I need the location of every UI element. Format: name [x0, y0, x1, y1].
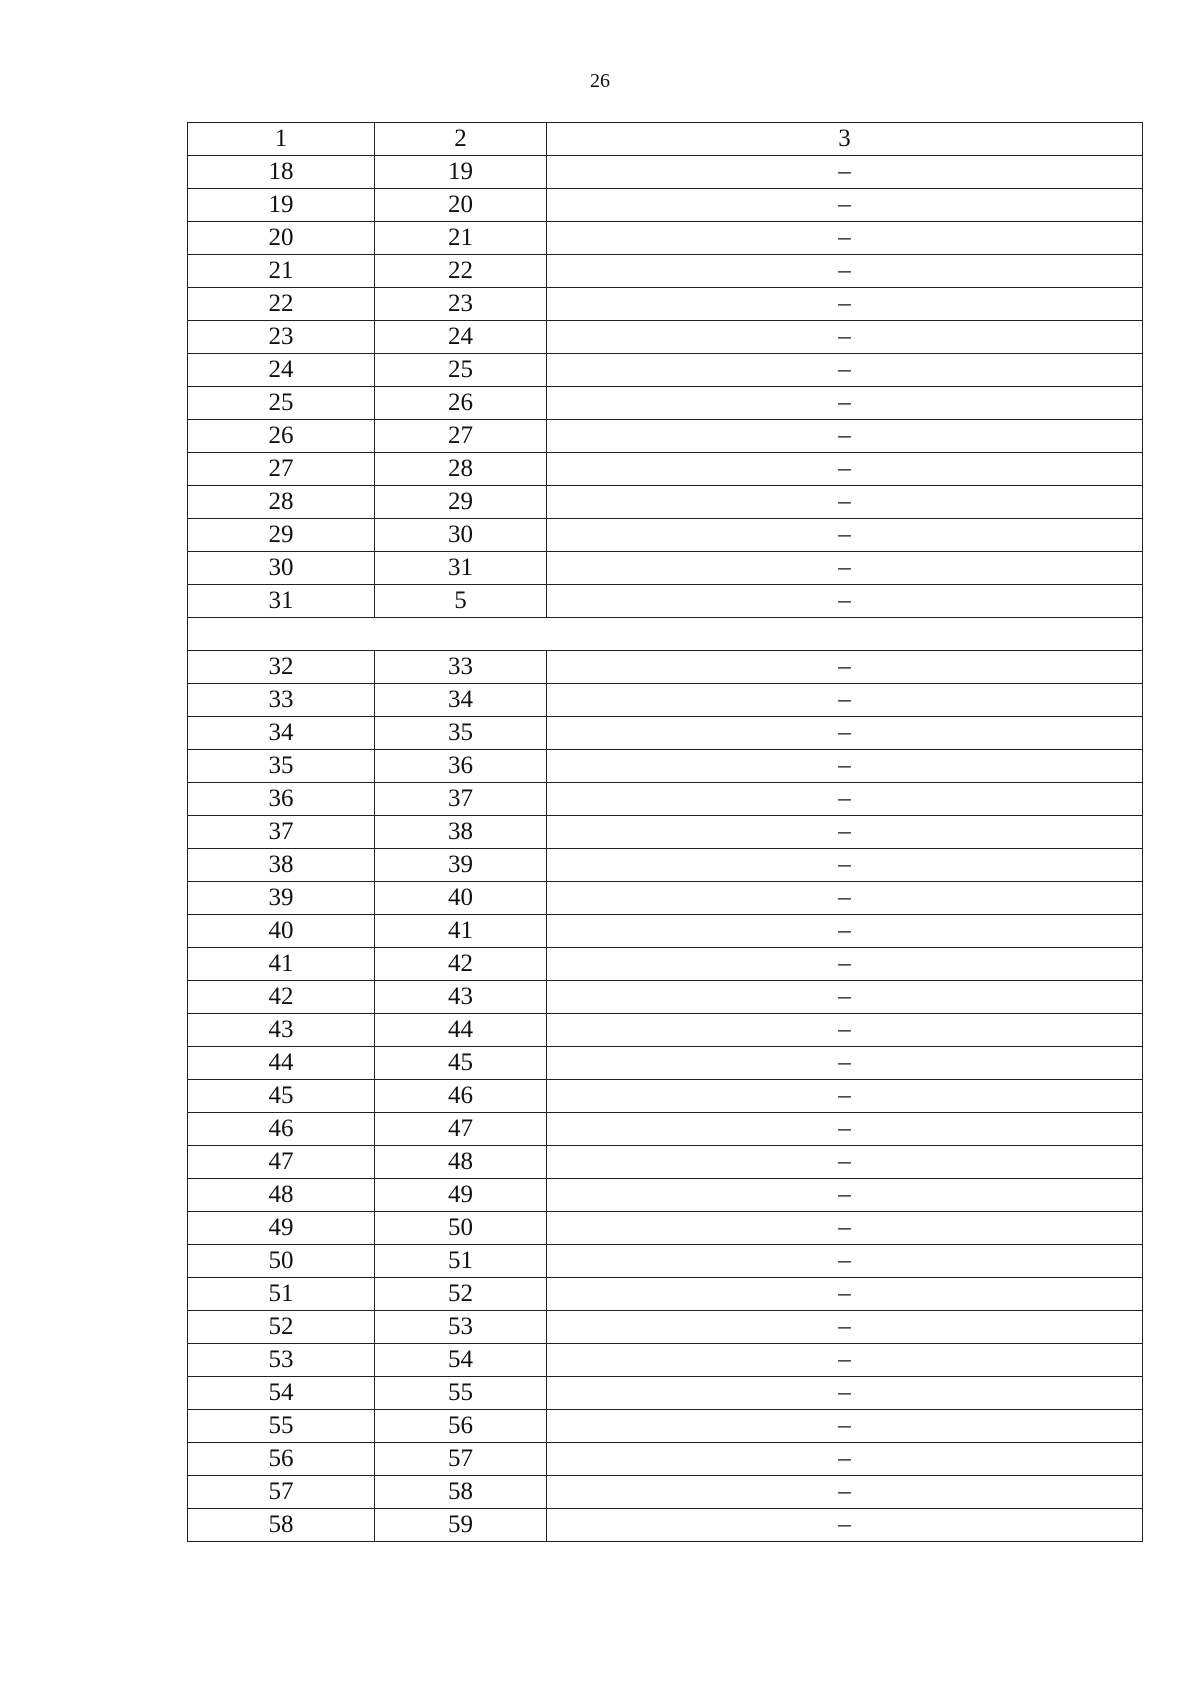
table-cell: – — [547, 915, 1143, 948]
table-cell: 49 — [188, 1212, 375, 1245]
table-row — [188, 156, 1143, 189]
column-header: 3 — [547, 123, 1143, 156]
table-cell: – — [547, 453, 1143, 486]
table-row — [188, 1014, 1143, 1047]
table-row — [188, 288, 1143, 321]
table-cell: 30 — [188, 552, 375, 585]
table-row — [188, 1179, 1143, 1212]
table-cell: – — [547, 1113, 1143, 1146]
separator-cell — [188, 618, 1143, 651]
table-cell: – — [547, 321, 1143, 354]
table-cell: – — [547, 189, 1143, 222]
table-row — [188, 1245, 1143, 1278]
table-cell: 25 — [188, 387, 375, 420]
table-cell: – — [547, 1047, 1143, 1080]
table-cell: – — [547, 1212, 1143, 1245]
table-cell: – — [547, 1410, 1143, 1443]
table-cell: 58 — [375, 1476, 547, 1509]
table-cell: 36 — [188, 783, 375, 816]
table-cell: – — [547, 1344, 1143, 1377]
table-cell: – — [547, 783, 1143, 816]
table-cell: – — [547, 1245, 1143, 1278]
column-header: 1 — [188, 123, 375, 156]
table-row — [188, 1509, 1143, 1542]
table-cell: 39 — [375, 849, 547, 882]
table-cell: 33 — [375, 651, 547, 684]
table-cell: 33 — [188, 684, 375, 717]
table-row — [188, 321, 1143, 354]
table-cell: 53 — [375, 1311, 547, 1344]
table-cell: 35 — [188, 750, 375, 783]
table-row — [188, 684, 1143, 717]
table-cell: 32 — [188, 651, 375, 684]
table-cell: – — [547, 1443, 1143, 1476]
table-row — [188, 1476, 1143, 1509]
table-row — [188, 519, 1143, 552]
table-cell: – — [547, 486, 1143, 519]
table-cell: 38 — [188, 849, 375, 882]
table-cell: 31 — [188, 585, 375, 618]
table-cell: 34 — [375, 684, 547, 717]
table-cell: 38 — [375, 816, 547, 849]
table-row — [188, 189, 1143, 222]
table-cell: 44 — [375, 1014, 547, 1047]
table-row — [188, 1113, 1143, 1146]
table-cell: 21 — [188, 255, 375, 288]
table-cell: 55 — [188, 1410, 375, 1443]
table-cell: 35 — [375, 717, 547, 750]
table-cell: – — [547, 1311, 1143, 1344]
table-cell: – — [547, 750, 1143, 783]
table-cell: – — [547, 816, 1143, 849]
table-cell: – — [547, 585, 1143, 618]
table-cell: 44 — [188, 1047, 375, 1080]
table-cell: 29 — [375, 486, 547, 519]
column-header: 2 — [375, 123, 547, 156]
table-cell: – — [547, 948, 1143, 981]
table-cell: – — [547, 981, 1143, 1014]
table-cell: – — [547, 651, 1143, 684]
table-cell: 45 — [375, 1047, 547, 1080]
table-row — [188, 552, 1143, 585]
table-cell: 42 — [188, 981, 375, 1014]
table-cell: 29 — [188, 519, 375, 552]
table-cell: 40 — [188, 915, 375, 948]
table-cell: 52 — [188, 1311, 375, 1344]
table-row — [188, 750, 1143, 783]
table-cell: 37 — [375, 783, 547, 816]
table-header-row — [188, 123, 1143, 156]
table-cell: – — [547, 156, 1143, 189]
table-cell: 54 — [188, 1377, 375, 1410]
table-cell: 50 — [375, 1212, 547, 1245]
table-cell: – — [547, 354, 1143, 387]
table-cell: 56 — [188, 1443, 375, 1476]
table-cell: – — [547, 222, 1143, 255]
table-row — [188, 1212, 1143, 1245]
table-cell: 20 — [188, 222, 375, 255]
table-cell: 24 — [375, 321, 547, 354]
table-body — [188, 123, 1143, 1542]
table-cell: 41 — [188, 948, 375, 981]
table-cell: 47 — [375, 1113, 547, 1146]
table-cell: – — [547, 420, 1143, 453]
table-cell: 37 — [188, 816, 375, 849]
table-row — [188, 1047, 1143, 1080]
table-cell: 36 — [375, 750, 547, 783]
data-table — [187, 122, 1143, 1542]
table-row — [188, 354, 1143, 387]
table-row — [188, 255, 1143, 288]
table-cell: 26 — [188, 420, 375, 453]
table-cell: 48 — [188, 1179, 375, 1212]
table-cell: 42 — [375, 948, 547, 981]
table-cell: – — [547, 255, 1143, 288]
table-cell: – — [547, 849, 1143, 882]
table-row — [188, 1410, 1143, 1443]
table-row — [188, 783, 1143, 816]
table-cell: 40 — [375, 882, 547, 915]
table-cell: 43 — [188, 1014, 375, 1047]
table-row — [188, 882, 1143, 915]
table-cell: 24 — [188, 354, 375, 387]
table-cell: 54 — [375, 1344, 547, 1377]
table-cell: 25 — [375, 354, 547, 387]
table-row — [188, 1146, 1143, 1179]
section-separator-row — [188, 618, 1143, 651]
table-cell: 27 — [188, 453, 375, 486]
table-cell: 51 — [188, 1278, 375, 1311]
table-cell: 47 — [188, 1146, 375, 1179]
table-row — [188, 585, 1143, 618]
table-cell: 49 — [375, 1179, 547, 1212]
data-table-container — [187, 122, 1143, 1542]
table-cell: 52 — [375, 1278, 547, 1311]
table-cell: 57 — [188, 1476, 375, 1509]
table-cell: 59 — [375, 1509, 547, 1542]
table-row — [188, 1377, 1143, 1410]
table-cell: – — [547, 1509, 1143, 1542]
table-cell: – — [547, 288, 1143, 321]
table-cell: 56 — [375, 1410, 547, 1443]
page-number: 26 — [590, 70, 610, 92]
table-cell: 5 — [375, 585, 547, 618]
table-row — [188, 717, 1143, 750]
table-cell: 23 — [375, 288, 547, 321]
table-cell: 41 — [375, 915, 547, 948]
table-row — [188, 486, 1143, 519]
table-row — [188, 651, 1143, 684]
table-cell: – — [547, 1146, 1143, 1179]
table-cell: 31 — [375, 552, 547, 585]
table-cell: – — [547, 387, 1143, 420]
table-cell: 28 — [188, 486, 375, 519]
table-cell: 30 — [375, 519, 547, 552]
table-row — [188, 1080, 1143, 1113]
table-cell: 57 — [375, 1443, 547, 1476]
table-cell: 58 — [188, 1509, 375, 1542]
table-cell: 19 — [375, 156, 547, 189]
table-row — [188, 849, 1143, 882]
table-cell: 21 — [375, 222, 547, 255]
table-row — [188, 1443, 1143, 1476]
table-cell: 28 — [375, 453, 547, 486]
table-cell: 19 — [188, 189, 375, 222]
table-cell: – — [547, 1476, 1143, 1509]
table-cell: 45 — [188, 1080, 375, 1113]
table-cell: – — [547, 1080, 1143, 1113]
table-cell: 53 — [188, 1344, 375, 1377]
table-cell: 55 — [375, 1377, 547, 1410]
table-cell: 22 — [375, 255, 547, 288]
table-cell: 22 — [188, 288, 375, 321]
table-cell: 34 — [188, 717, 375, 750]
table-cell: – — [547, 552, 1143, 585]
table-cell: – — [547, 1014, 1143, 1047]
table-cell: 46 — [188, 1113, 375, 1146]
table-cell: – — [547, 1278, 1143, 1311]
table-cell: 39 — [188, 882, 375, 915]
table-cell: – — [547, 684, 1143, 717]
table-cell: – — [547, 1179, 1143, 1212]
table-row — [188, 420, 1143, 453]
table-row — [188, 1311, 1143, 1344]
table-cell: 23 — [188, 321, 375, 354]
table-cell: 51 — [375, 1245, 547, 1278]
table-row — [188, 981, 1143, 1014]
table-cell: – — [547, 717, 1143, 750]
table-row — [188, 816, 1143, 849]
table-row — [188, 915, 1143, 948]
table-row — [188, 387, 1143, 420]
table-cell: 26 — [375, 387, 547, 420]
table-cell: – — [547, 519, 1143, 552]
table-cell: 18 — [188, 156, 375, 189]
table-cell: 43 — [375, 981, 547, 1014]
table-cell: – — [547, 1377, 1143, 1410]
table-row — [188, 1278, 1143, 1311]
table-row — [188, 222, 1143, 255]
table-cell: – — [547, 882, 1143, 915]
table-cell: 48 — [375, 1146, 547, 1179]
table-row — [188, 948, 1143, 981]
table-cell: 20 — [375, 189, 547, 222]
table-cell: 46 — [375, 1080, 547, 1113]
table-cell: 27 — [375, 420, 547, 453]
table-row — [188, 453, 1143, 486]
table-cell: 50 — [188, 1245, 375, 1278]
table-row — [188, 1344, 1143, 1377]
